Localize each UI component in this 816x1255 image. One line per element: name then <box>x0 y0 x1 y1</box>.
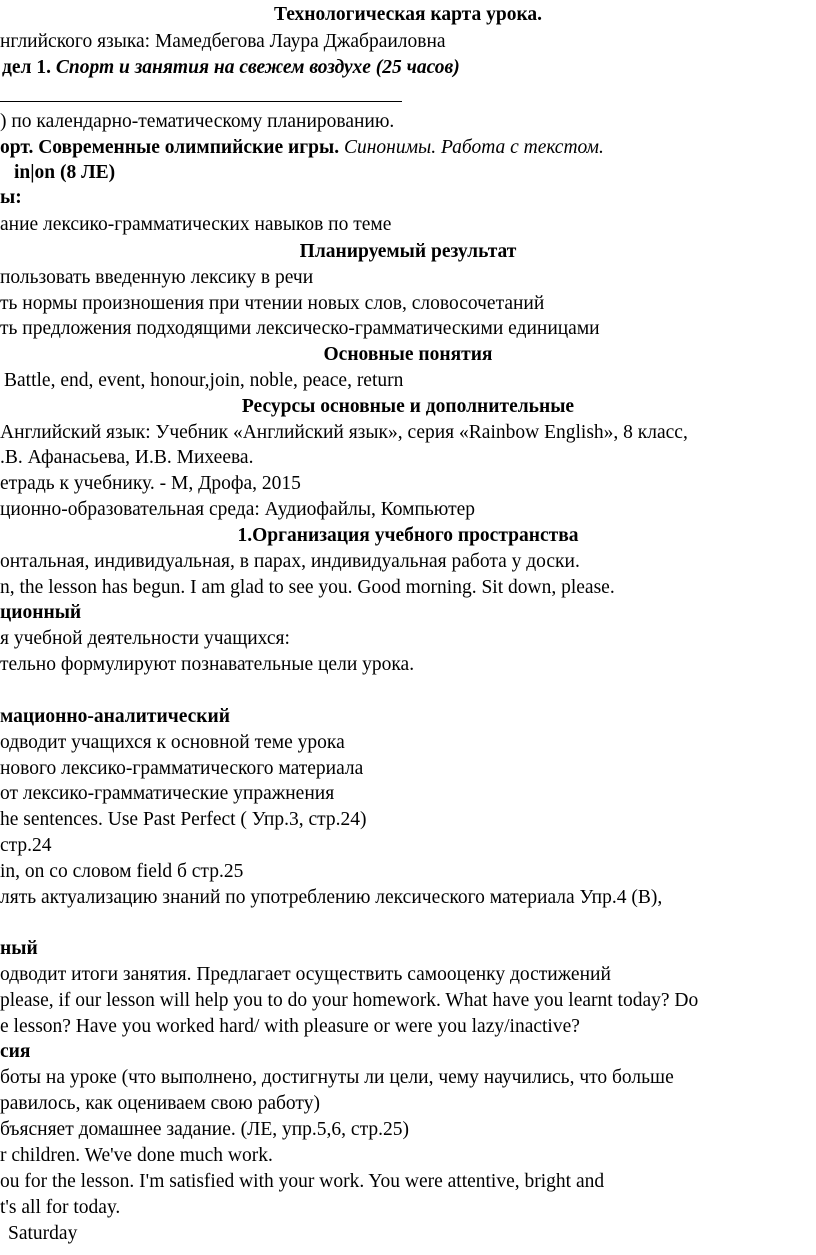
planned-item: ть нормы произношения при чтении новых слов, словосочетаний <box>0 293 545 314</box>
document-title: Технологическая карта урока. <box>273 4 543 25</box>
planned-item: ть предложения подходящими лексическо-грамматическими единицами <box>0 318 600 339</box>
section-prefix: дел 1. <box>2 57 51 78</box>
resource-item: Английский язык: Учебник «Английский язык», серия «Rainbow English», 8 класс, <box>0 422 688 443</box>
topic-line <box>0 136 604 160</box>
reflection-line: ou for the lesson. I'm satisfied with your work. You were attentive, bright and <box>0 1171 605 1192</box>
section-line <box>2 56 460 80</box>
analytic-line: in, on со словом field б стр.25 <box>0 861 244 882</box>
final-line: please, if our lesson will help you to do your homework. What have you learnt today? Do <box>0 990 699 1011</box>
resources-heading: Ресурсы основные и дополнительные <box>241 396 575 417</box>
section-title: Спорт и занятия на свежем воздухе (25 часов) <box>55 57 460 78</box>
analytic-line: лять актуализацию знаний по употреблению лексического материала Упр.4 (В), <box>0 887 663 908</box>
final-line: одводит итоги занятия. Предлагает осуществить самооценку достижений <box>0 964 611 985</box>
motivation-line: тельно формулируют познавательные цели урока. <box>0 654 415 675</box>
analytic-label: мационно-аналитический <box>0 706 230 727</box>
plan-line: ) по календарно-тематическому планированию. <box>0 111 395 132</box>
topic-bold: орт. Современные олимпийские игры. <box>0 137 340 158</box>
motivation-label: ционный <box>0 602 82 623</box>
resource-item: .В. Афанасьева, И.В. Михеева. <box>0 447 254 468</box>
analytic-line: от лексико-грамматические упражнения <box>0 783 335 804</box>
goals-text: ание лексико-грамматических навыков по теме <box>0 214 392 235</box>
planned-heading: Планируемый результат <box>299 241 517 262</box>
concepts-heading: Основные понятия <box>323 344 493 365</box>
analytic-line: стр.24 <box>0 835 52 856</box>
teacher-line: нглийского языка: Мамедбегова Лаура Джабраиловна <box>0 31 446 52</box>
reflection-line: r children. We've done much work. <box>0 1145 273 1166</box>
reflection-line: Saturday <box>8 1223 78 1244</box>
resource-item: ционно-образовательная среда: Аудиофайлы, Компьютер <box>0 499 476 520</box>
concepts-text: Battle, end, event, honour,join, noble, peace, return <box>4 370 404 391</box>
org-line: n, the lesson has begun. I am glad to see you. Good morning. Sit down, please. <box>0 577 615 598</box>
resource-item: етрадь к учебнику. - М, Дрофа, 2015 <box>0 473 301 494</box>
reflection-line: боты на уроке (что выполнено, достигнуты ли цели, чему научились, что больше <box>0 1067 674 1088</box>
goals-label: ы: <box>0 187 22 208</box>
reflection-line: бъясняет домашнее задание. (ЛЕ, упр.5,6, стр.25) <box>0 1119 409 1140</box>
topic-italic: Синонимы. Работа с текстом. <box>343 137 604 158</box>
org-line: онтальная, индивидуальная, в парах, индивидуальная работа у доски. <box>0 551 580 572</box>
analytic-line: одводит учащихся к основной теме урока <box>0 732 345 753</box>
analytic-line: нового лексико-грамматического материала <box>0 758 364 779</box>
analytic-line: he sentences. Use Past Perfect ( Упр.3, стр.24) <box>0 809 367 830</box>
reflection-line: t's all for today. <box>0 1197 121 1218</box>
org-heading: 1.Организация учебного пространства <box>237 525 579 546</box>
reflection-label: сия <box>0 1041 31 1062</box>
final-line: e lesson? Have you worked hard/ with pleasure or were you lazy/inactive? <box>0 1016 580 1037</box>
le-line: in|on (8 ЛЕ) <box>14 162 116 183</box>
final-label: ный <box>0 938 38 959</box>
motivation-line: я учебной деятельности учащихся: <box>0 628 290 649</box>
underline-rule <box>0 101 402 102</box>
reflection-line: равилось, как оцениваем свою работу) <box>0 1093 320 1114</box>
planned-item: пользовать введенную лексику в речи <box>0 267 314 288</box>
